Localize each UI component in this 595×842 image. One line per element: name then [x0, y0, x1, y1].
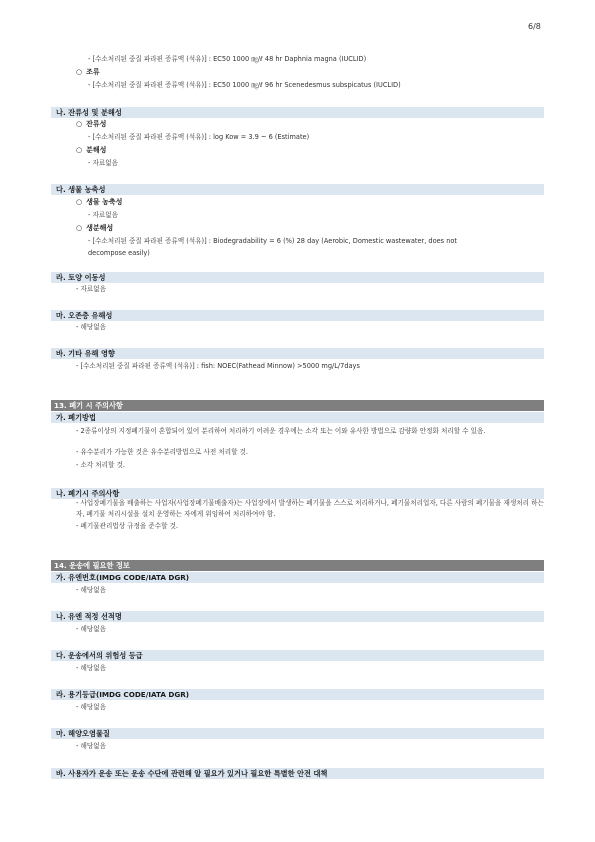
- hazard-class-header: 다. 운송에서의 위험성 등급: [51, 650, 544, 661]
- disposal-caution-2: - 폐기물관리법상 규정을 준수할 것.: [76, 522, 179, 530]
- ozone-section-header: 마. 오존층 유해성: [51, 310, 544, 321]
- packing-group-header: 라. 용기등급(IMDG CODE/IATA DGR): [51, 689, 544, 700]
- circle-bullet-icon: ○: [76, 224, 83, 232]
- other-effects-section-header: 바. 기타 유해 영향: [51, 348, 544, 359]
- degradation-subheading: [76, 145, 106, 155]
- bioaccumulation-section-header: 다. 생물 농축성: [51, 184, 544, 195]
- disposal-method-header: 가. 폐기방법: [51, 412, 544, 423]
- section-14-header: 14. 운송에 필요한 정보: [51, 560, 544, 571]
- disposal-method-1: - 2종류이상의 지정폐기물이 혼합되어 있어 분리하여 처리하기 어려운 경우에는 소각 또는 이와 유사한 방법으로 감량화 안정화 처리할 수 있음.: [76, 427, 486, 435]
- circle-bullet-icon: ○: [76, 146, 83, 154]
- residual-value: - [수소처리된 중질 파라핀 증류액 (석유)] : log Kow = 3.9 ~ 6 (Estimate): [88, 133, 310, 141]
- degradation-subheading-text: 분해성: [86, 146, 107, 154]
- disposal-method-2: - 유수분리가 가능한 것은 유수분리방법으로 사전 처리할 것.: [76, 448, 249, 456]
- other-effects-value: - [수소처리된 중질 파라핀 증류액 (석유)] : fish: NOEC(Fathead Minnow) >5000 mg/L/7days: [76, 362, 360, 370]
- bioaccumulation-subheading: [76, 197, 122, 207]
- un-number-header: 가. 유엔번호(IMDG CODE/IATA DGR): [51, 572, 544, 583]
- bioaccumulation-value: - 자료없음: [88, 211, 118, 219]
- shipping-name-header: 나. 유엔 적정 선적명: [51, 611, 544, 622]
- biodegradation-subheading-text: 생분해성: [86, 224, 114, 232]
- biodegradation-value-line1: - [수소처리된 중질 파라핀 증류액 (석유)] : Biodegradability = 6 (%) 28 day (Aerobic, Domestic wastewater, does not: [88, 237, 458, 245]
- persistence-section-header: 나. 잔류성 및 분해성: [51, 107, 544, 118]
- residual-subheading: [76, 119, 106, 129]
- degradation-value: - 자료없음: [88, 159, 118, 167]
- biodegradation-value-line2: decompose easily): [88, 249, 150, 257]
- un-number-value: - 해당없음: [76, 586, 106, 594]
- marine-pollutant-value: - 해당없음: [76, 742, 106, 750]
- section-13-header: 13. 폐기 시 주의사항: [51, 400, 544, 411]
- circle-bullet-icon: ○: [76, 120, 83, 128]
- algae-subheading-text: 조류: [86, 68, 100, 76]
- shipping-name-value: - 해당없음: [76, 625, 106, 633]
- ozone-value: - 해당없음: [76, 323, 106, 331]
- algae-subheading: [76, 67, 100, 77]
- ecotox-daphnia-line: - [수소처리된 중질 파라핀 증류액 (석유)] : EC50 1000 ㎎/ℓ 48 hr Daphnia magna (IUCLID): [88, 55, 367, 63]
- page-number: 6/8: [528, 22, 541, 31]
- disposal-caution-header: 나. 폐기시 주의사항: [51, 488, 544, 499]
- ecotox-algae-line: - [수소처리된 중질 파라핀 증류액 (석유)] : EC50 1000 ㎎/ℓ 96 hr Scenedesmus subspicatus (IUCLID): [88, 81, 401, 89]
- disposal-method-3: - 소각 처리할 것.: [76, 461, 125, 469]
- circle-bullet-icon: ○: [76, 198, 83, 206]
- bioaccumulation-subheading-text: 생물 농축성: [86, 198, 123, 206]
- hazard-class-value: - 해당없음: [76, 664, 106, 672]
- marine-pollutant-header: 마. 해양오염물질: [51, 728, 544, 739]
- disposal-caution-1: - 사업장폐기물을 배출하는 사업자(사업장폐기물배출자)는 사업장에서 발생하는 폐기물을 스스로 처리하거나, 폐기물처리업자, 다른 사람의 폐기물을 재생처리 하는 자, 폐기물 처리시설을 설치 운영하는 자에게 위임하여 처리하여야 함.: [76, 499, 544, 518]
- packing-group-value: - 해당없음: [76, 703, 106, 711]
- soil-mobility-section-header: 라. 토양 이동성: [51, 272, 544, 283]
- special-precautions-header: 바. 사용자가 운송 또는 운송 수단에 관련해 알 필요가 있거나 필요한 특별한 안전 대책: [51, 768, 544, 779]
- circle-bullet-icon: ○: [76, 68, 83, 76]
- biodegradation-subheading: [76, 223, 113, 233]
- residual-subheading-text: 잔류성: [86, 120, 107, 128]
- soil-mobility-value: - 자료없음: [76, 285, 106, 293]
